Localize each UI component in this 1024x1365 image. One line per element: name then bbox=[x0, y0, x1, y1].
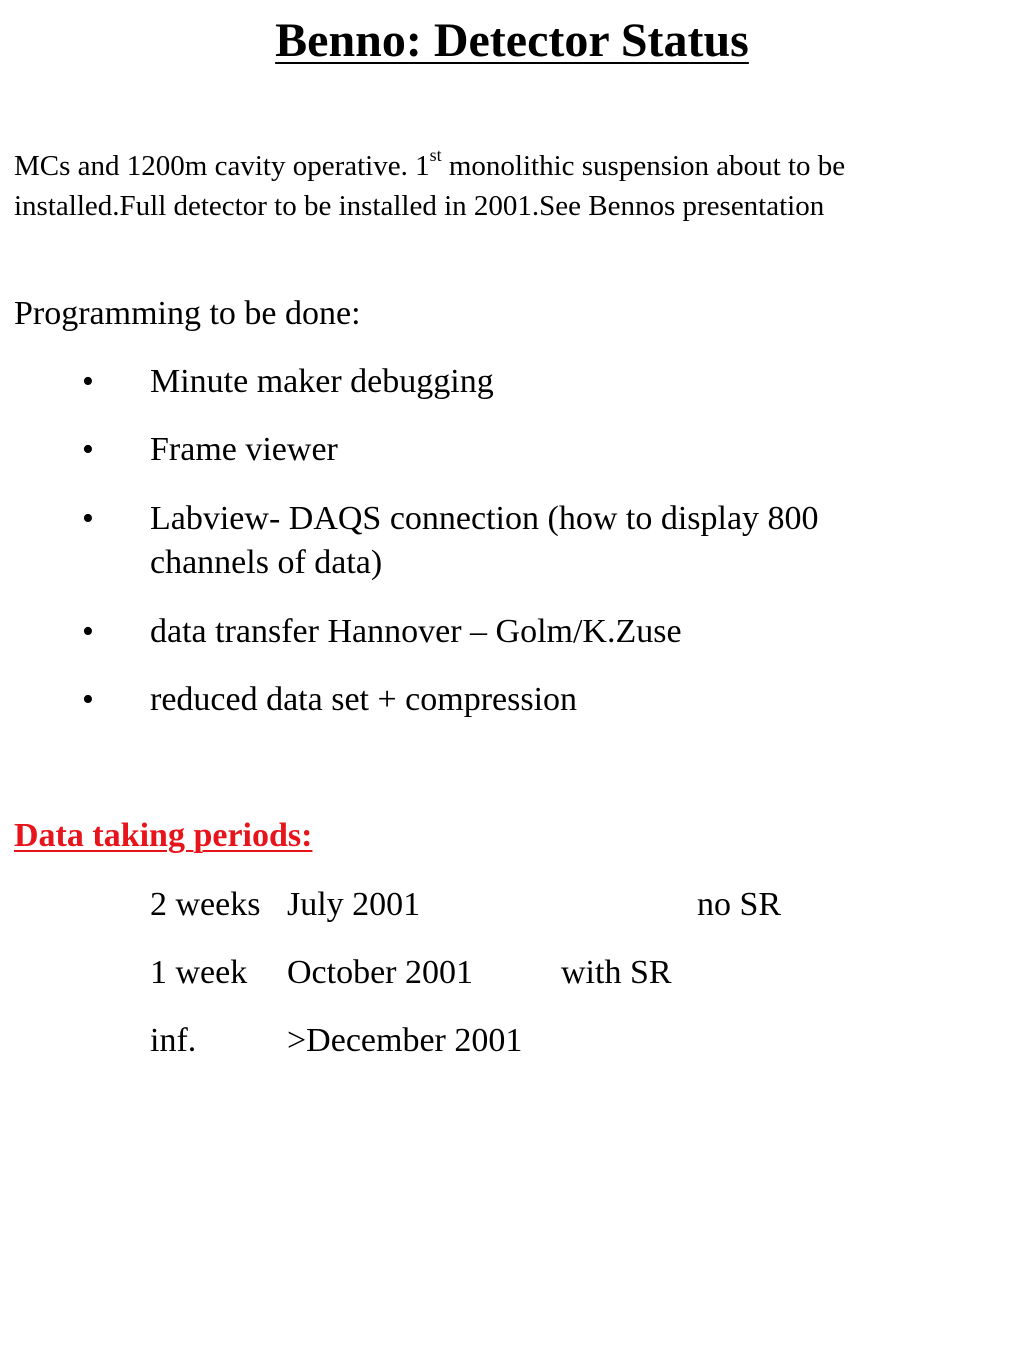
data-taking-periods-heading: Data taking periods: bbox=[14, 817, 313, 854]
page-title: Benno: Detector Status bbox=[275, 14, 749, 67]
period-duration: 1 week bbox=[150, 954, 248, 991]
list-item-text: data transfer Hannover – Golm/K.Zuse bbox=[150, 613, 682, 650]
table-row bbox=[0, 951, 1000, 995]
programming-heading: Programming to be done: bbox=[14, 295, 361, 332]
table-row bbox=[0, 883, 1000, 927]
bullet-icon: • bbox=[82, 681, 94, 718]
period-duration: inf. bbox=[150, 1022, 197, 1059]
period-date: October 2001 bbox=[287, 954, 474, 991]
bullet-icon: • bbox=[82, 363, 94, 400]
bullet-icon: • bbox=[82, 431, 94, 468]
status-text-part2: monolithic suspension about to be installed.Full detector to be installed in 2001.See Bennos presentation bbox=[14, 150, 846, 222]
period-duration: 2 weeks bbox=[150, 886, 261, 923]
status-text-part1: MCs and 1200m cavity operative. 1 bbox=[14, 150, 430, 182]
list-item-text: Frame viewer bbox=[150, 431, 338, 468]
table-row bbox=[0, 1019, 1000, 1063]
period-note: no SR bbox=[697, 886, 782, 923]
bullet-icon: • bbox=[82, 500, 94, 537]
list-item-text: reduced data set + compression bbox=[150, 681, 578, 718]
period-date: July 2001 bbox=[287, 886, 421, 923]
list-item-text: Labview- DAQS connection (how to display 800 channels of data) bbox=[150, 500, 819, 581]
period-date: >December 2001 bbox=[287, 1022, 523, 1059]
period-note: with SR bbox=[561, 954, 672, 991]
status-paragraph bbox=[14, 146, 1004, 226]
status-superscript: st bbox=[429, 145, 442, 166]
list-item-text: Minute maker debugging bbox=[150, 363, 494, 400]
bullet-icon: • bbox=[82, 613, 94, 650]
